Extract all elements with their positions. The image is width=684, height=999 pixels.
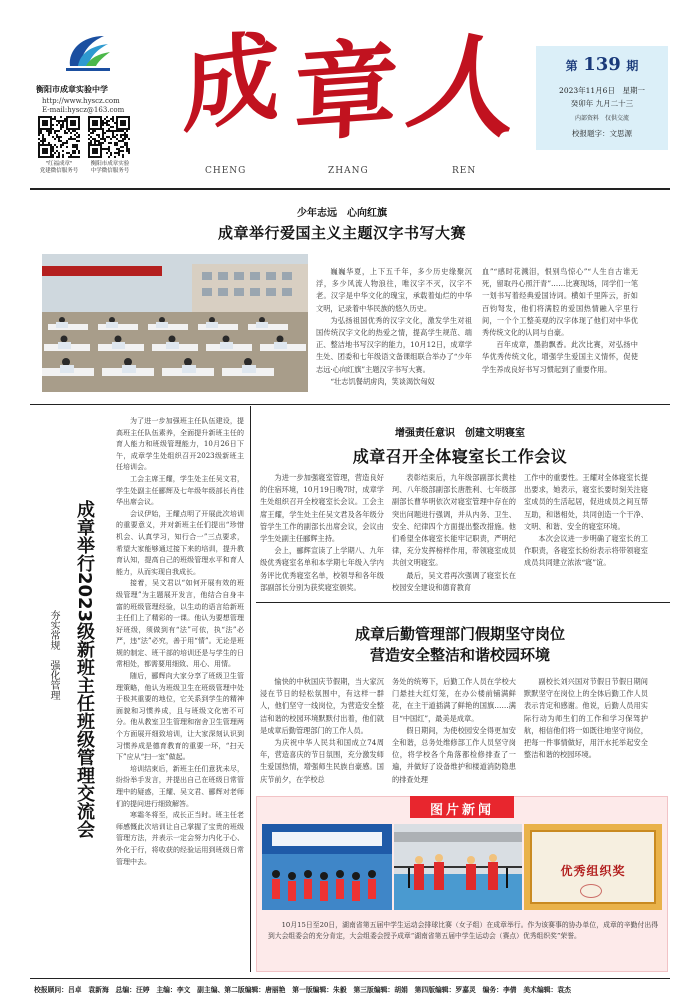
paragraph: 为庆祝中华人民共和国成立74周年，营造喜庆的节日氛围，充分激发师生爱国热情，增强师生民族自豪感。国庆节前夕，在学校总 (260, 738, 384, 784)
photo-news-award-image (524, 824, 662, 910)
article3-body-col1 (260, 676, 384, 786)
masthead-pinyin-ren: REN (452, 166, 477, 176)
photo-news-image-2 (394, 824, 522, 910)
issue-number: 第 139 期 (565, 54, 639, 75)
article1-photo (42, 254, 308, 392)
paragraph: “壮志饥餐胡虏肉，笑谈渴饮匈奴 (330, 376, 435, 386)
paragraph: 务处的统筹下，后勤工作人员在学校大门悬挂大红灯笼，在办公楼前铺满鲜花，在主干道插满了鲜艳的国旗……满目“中国红”，最美是成章。 (392, 677, 516, 723)
school-website[interactable]: http://www.hyscz.com (42, 97, 120, 105)
award-text: 优秀组织奖 (560, 864, 626, 878)
side-headline: 成章举行2023级新班主任班级管理交流会 (74, 500, 95, 839)
qr-left-caption: "红福成章" 党建微信服务号 (39, 161, 79, 174)
masthead-title-char: 人 (399, 18, 533, 154)
paragraph: 表彰结束后，九年级部副部长黄桂珂、八年级部副部长唐胜利、七年级部副部长曹华明依次对寝室管理中存在的突出问题进行强调，并从内务、卫生、安全、纪律四个方面提出整改措施。他们希望全体寝室长能牢记职责，严明纪律，充分发挥榜样作用，带领寝室成员共创文明寝室。 (392, 473, 516, 568)
article3-headline-line1: 成章后勤管理部门假期坚守岗位 (354, 625, 565, 643)
article3-headline (260, 624, 660, 666)
paragraph: 假日期间，为使校园安全得更加安全和谐，总务处维修部工作人员坚守岗位，将学校各个角落都检修排查了一遍，并做好了设备维护和楼道消防隐患的排查处理 (392, 725, 516, 784)
issue-lunar-date: 癸卯年 九月二十三 (570, 99, 634, 108)
masthead-pinyin-zhang: ZHANG (328, 166, 369, 176)
article3-body-col2 (392, 676, 516, 786)
paragraph: 工会主席王耀，学生处主任吴文君，学生处副主任郦辉及七年级年级部长肖佳华出席会议。 (116, 474, 244, 507)
article2-body-col2 (392, 472, 516, 594)
award-plaque (530, 830, 656, 904)
school-email[interactable]: E-mail:hyscz@163.com (42, 106, 125, 114)
paragraph: 巍巍华夏，上下五千年，多少历史缘聚沉浮，多少风流人物浪往，唯汉字不灭，汉字不老。汉字是中华文化的瑰宝，承载着灿烂的中华文明，记录着中华民族的悠久历史。 (316, 267, 472, 313)
section-rule (256, 602, 670, 603)
paragraph: 寒霜冬将至，成长正当时。班主任老师感慨此次培训让自己掌握了宝贵的班级管理方法，并表示一定会努力内化于心、外化于行，将收获的经验运用到班级日常管理中去。 (116, 811, 244, 866)
footer-rule (30, 978, 670, 979)
article2-body-col1 (260, 472, 384, 594)
masthead-title (174, 17, 533, 168)
article1-body-col2 (482, 266, 638, 376)
paragraph: 百年成章，墨韵飘香。此次比赛，对弘扬中华优秀传统文化，增强学生爱国主义情怀，促使学生养成良好书写习惯起到了重要作用。 (482, 340, 638, 374)
qr-code-school (88, 116, 130, 158)
school-name: 衡阳市成章实验中学 (36, 85, 108, 94)
side-body (116, 416, 244, 868)
article2-headline: 成章召开全体寝室长工作会议 (352, 447, 568, 466)
issue-date: 2023年11月6日 星期一 (559, 86, 645, 95)
masthead-rule (30, 188, 670, 190)
article2-body-col3 (524, 472, 648, 570)
article2-kicker: 增强责任意识 创建文明寝室 (395, 428, 525, 439)
paragraph: 接着，吴文君以“如何开展有效的班级管理”为主题展开发言，他结合自身丰富的班级管理经验，以生动的语言给新班主任们上了精彩的一课。他认为要想管理好班级，须做到有“法”可依，执“法”必严，违“法”必究，善于用“情”。无论是班规的制定、班干部的培训还是与学生的日常相处，都需要用细致、用心、用情。 (116, 579, 244, 669)
issue-calligraphy-credit: 校报题字：文思源 (572, 129, 632, 138)
masthead-pinyin-cheng: CHENG (205, 166, 247, 176)
issue-info-box (536, 46, 668, 150)
paragraph: 为弘扬祖国优秀的汉字文化，激发学生对祖国传统汉字文化的热爱之情，提高学生规范、端正、整洁地书写汉字的能力，10月12日，成章学生处、团委和七年级语文备课组联合举办了“少年志远·心向红旗”主题汉字书写大赛。 (316, 315, 472, 374)
award-seal-icon (580, 884, 602, 898)
paragraph: 血”“感时花溅泪，恨别鸟惊心”“人生自古谁无死，留取丹心照汗青”……比赛现场，同学们一笔一划书写着经典爱国诗词。横如千里阵云，折如百钧弩发，他们将满腔的爱国热情融入字里行间，一个个工整美观的汉字体现了他们对中华优秀传统文化的认同与自豪。 (482, 267, 638, 338)
masthead-title-char: 章 (291, 26, 401, 157)
paragraph: 愉快的中秋国庆节假期，当大家沉浸在节日的轻松氛围中，有这样一群人，他们坚守一线岗位，为营造安全整洁和谐的校园环境默默付出着，他们就是成章后勤管理部门的工作人员。 (260, 677, 384, 735)
paragraph: 培训结束后，新班主任们意犹未尽，纷纷举手发言，并提出自己在班级日常管理中的疑惑，王耀、吴文君、郦辉对老师们的提问进行细致解答。 (116, 764, 244, 808)
qr-code-party (38, 116, 80, 158)
column-divider (250, 406, 251, 972)
paragraph: 工作中的重要性。王耀对全体寝室长提出要求，她表示，寝室长要时刻关注寝室成员的生活起居，促进成员之间互帮互助，和谐相处，共同创造一个干净、文明、和谐、安全的寝室环境。 (524, 473, 648, 531)
paragraph: 最后，吴文君再次强调了寝室长在校园安全建设和德育教育 (392, 570, 516, 592)
photo-news-title: 图片新闻 (429, 803, 494, 818)
section-rule (30, 404, 670, 405)
paragraph: 为进一步加强寝室管理，营造良好的住宿环境，10月19日晚7时，成章学生处组织召开全校寝室长会议。工会主席王耀，学生处主任吴文君及各年级分管学生工作的副部长出席会议，会议由学生处副主任郦辉主持。 (260, 473, 384, 544)
footer-credits: 校报顾问：吕卓 袁新海 总编：汪婷 主编：李文 副主编、第二版编辑：唐丽艳 第一版编辑：朱毅 第三版编辑：胡娟 第四版编辑：罗嘉灵 编务：李倩 美术编辑：袁杰 (34, 986, 571, 994)
article3-headline-line2: 营造安全整洁和谐校园环境 (369, 646, 550, 664)
paragraph: 副校长刘兴国对节假日节假日期间默默坚守在岗位上的全体后勤工作人员表示肯定和感谢。他说，后勤人员用实际行动为师生们的工作和学习保驾护航，相信他们将一如既往地坚守岗位，把每一件事情做好，用汗水托举起安全整洁和谐的校园环境。 (524, 677, 648, 760)
paragraph: 随后，郦辉向大家分享了班级卫生管理策略，他认为班级卫生在班级管理中处于极其重要的地位，它关系到学生的精神面貌和习惯养成，且与班级文化密不可分。他从教室卫生管理和宿舍卫生管理两个方面展开细致培训，让大家深刻认识到习惯养成是德育教育的重要一环，“扫天下”应从“扫一室”做起。 (116, 672, 244, 762)
article1-body-col1 (316, 266, 472, 388)
masthead-title-char: 成 (182, 17, 280, 148)
photo-news-caption: 10月15日至20日，湖南省第五届中学生运动会排球比赛（女子组）在成章举行。作为该赛事的协办单位，成章的辛勤付出得到大会组委会的充分肯定，大会组委会授予成章“湖南省第五届中学生运动会（赛点）优秀组织奖”荣誉。 (268, 921, 658, 940)
article3-body-col3 (524, 676, 648, 761)
article1-headline: 成章举行爱国主义主题汉字书写大赛 (217, 224, 466, 242)
side-subheadline: 夯实常规 强化管理 (48, 610, 59, 700)
paragraph: 会议伊始，王耀点明了开展此次培训的重要意义，并对新班主任们提出“珍惜机会、认真学习，知行合一”三点要求，希望大家能够通过接下来的培训，提升教育认知，提高自己的班级管理水平和育人能力，从而实现自我成长。 (116, 509, 244, 576)
qr-right-caption: 衡阳市成章实验 中学微信服务号 (90, 161, 130, 174)
school-logo (60, 30, 116, 74)
article1-kicker: 少年志远 心向红旗 (297, 208, 387, 219)
photo-news-image-1 (262, 824, 392, 910)
paragraph: 会上，郦辉宣读了上学期八、九年级优秀寝室名单和本学期七年级入学内务评比优秀寝室名单，校领导和各年级部副部长分别为获奖寝室颁奖。 (260, 546, 384, 592)
paragraph: 本次会议进一步明确了寝室长的工作职责，各寝室长纷纷表示将带领寝室成员共同建立浓浓“寝”谊。 (524, 534, 648, 568)
issue-note: 内部资料 仅供交流 (574, 115, 629, 122)
paragraph: 为了进一步加强班主任队伍建设，提高班主任队伍素养，全面提升新班主任的育人能力和班级管理能力，10月26日下午，成章学生处组织召开2023级新班主任培训会。 (116, 417, 244, 472)
